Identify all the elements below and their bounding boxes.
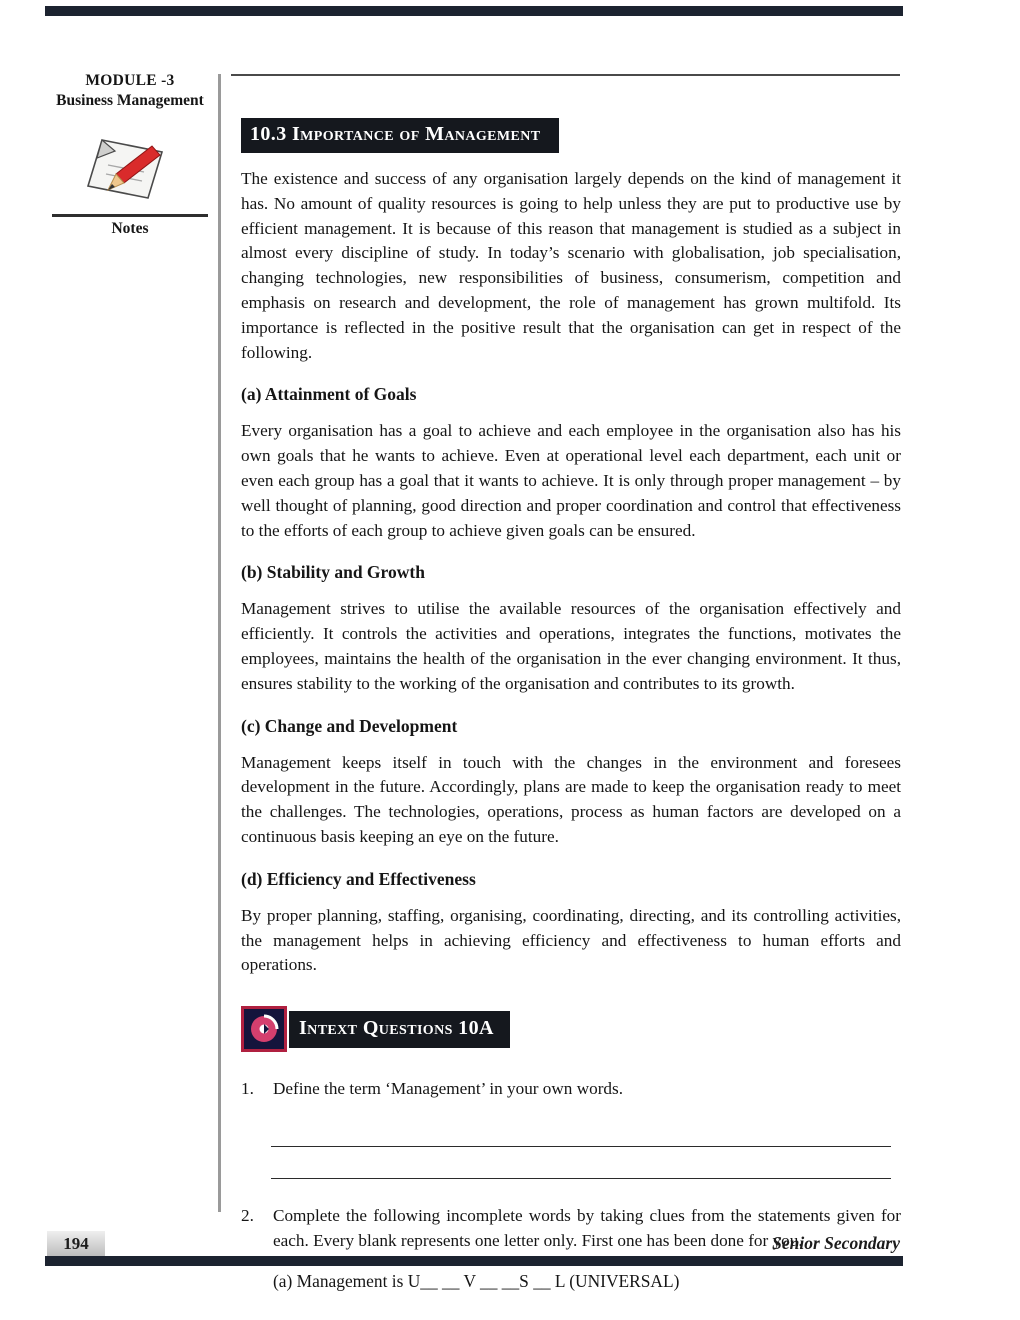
content-top-rule xyxy=(231,74,900,76)
subsection-c-body: Management keeps itself in touch with the changes in the environment and foresees development in the future. Accordingly, plans are made to keep the organisation ready to meet the challenges. The technologies, operations, process as human factors are developed on a continuous basis keeping an eye on the future. xyxy=(241,752,901,846)
intext-questions-icon xyxy=(241,1006,287,1052)
intext-questions-title: Intext Questions 10A xyxy=(299,1016,494,1039)
question-1-text: Define the term ‘Management’ in your own words. xyxy=(273,1079,624,1099)
question-1 xyxy=(241,1076,901,1101)
subsection-b-title: (b) Stability and Growth xyxy=(241,562,425,583)
subsection-d-title: (d) Efficiency and Effectiveness xyxy=(241,868,476,889)
subsection-c-title: (c) Change and Development xyxy=(241,715,458,736)
intext-questions-title-box xyxy=(289,1011,510,1048)
top-rule-bar xyxy=(45,6,903,16)
module-subtitle: Business Management xyxy=(56,92,204,109)
subsection-a-title: (a) Attainment of Goals xyxy=(241,384,417,405)
notes-label: Notes xyxy=(111,220,149,237)
footer-book-title: Senior Secondary xyxy=(772,1233,900,1253)
notes-divider xyxy=(52,214,208,217)
answer-line xyxy=(271,1115,891,1147)
main-content xyxy=(241,118,901,1292)
question-2a: (a) Management is U__ __ V __ __S __ L (UNIVERSAL) xyxy=(273,1271,680,1292)
bottom-rule-bar xyxy=(45,1256,903,1266)
subsection-a-body: Every organisation has a goal to achieve and each employee in the organisation also has his own goals that he wants to achieve. Even at operational level each department, each unit or even each group has a goal that it wants to achieve. It is only through proper management – by well thought of planning, good direction and proper coordination and control that effectiveness to the efforts of each group to achieve given goals can be ensured. xyxy=(241,421,901,540)
question-1-number: 1. xyxy=(241,1079,254,1099)
section-heading xyxy=(241,118,559,153)
answer-line xyxy=(271,1147,891,1179)
module-title: MODULE -3 xyxy=(85,72,175,89)
notes-pencil-icon xyxy=(82,132,178,210)
sidebar xyxy=(48,72,212,238)
vertical-divider xyxy=(218,74,221,1212)
question-2-text: Complete the following incomplete words by taking clues from the statements given for each. Every blank represents one letter only. First one has been done for you. xyxy=(273,1206,901,1251)
page-number: 194 xyxy=(47,1231,105,1256)
intro-paragraph: The existence and success of any organisation largely depends on the kind of management it has. No amount of quality resources is going to help unless they are put to productive use by efficient management. It is because of this reason that management is studied as a subject in almost every discipline of study. In today’s scenario with globalisation, job specialisation, changing technologies, new responsibilities of business, consumerism, competition and emphasis on research and development, the role of management has grown multifold. Its importance is reflected in the positive result that the organisation can get in respect of the following. xyxy=(241,169,901,362)
subsection-b-body: Management strives to utilise the available resources of the organisation effectively and efficiently. It controls the activities and operations, integrates the functions, motivates the employees, maintains the health of the organisation in the ever changing environment. It thus, ensures stability to the working of the organisation and contributes to its growth. xyxy=(241,599,901,693)
question-2-number: 2. xyxy=(241,1206,254,1226)
intext-questions-header xyxy=(241,1006,901,1052)
subsection-d-body: By proper planning, staffing, organising, coordinating, directing, and its controlling activities, the management helps in achieving efficiency and effectiveness to human efforts and operations. xyxy=(241,905,901,975)
section-heading-text: 10.3 Importance of Management xyxy=(250,123,541,145)
